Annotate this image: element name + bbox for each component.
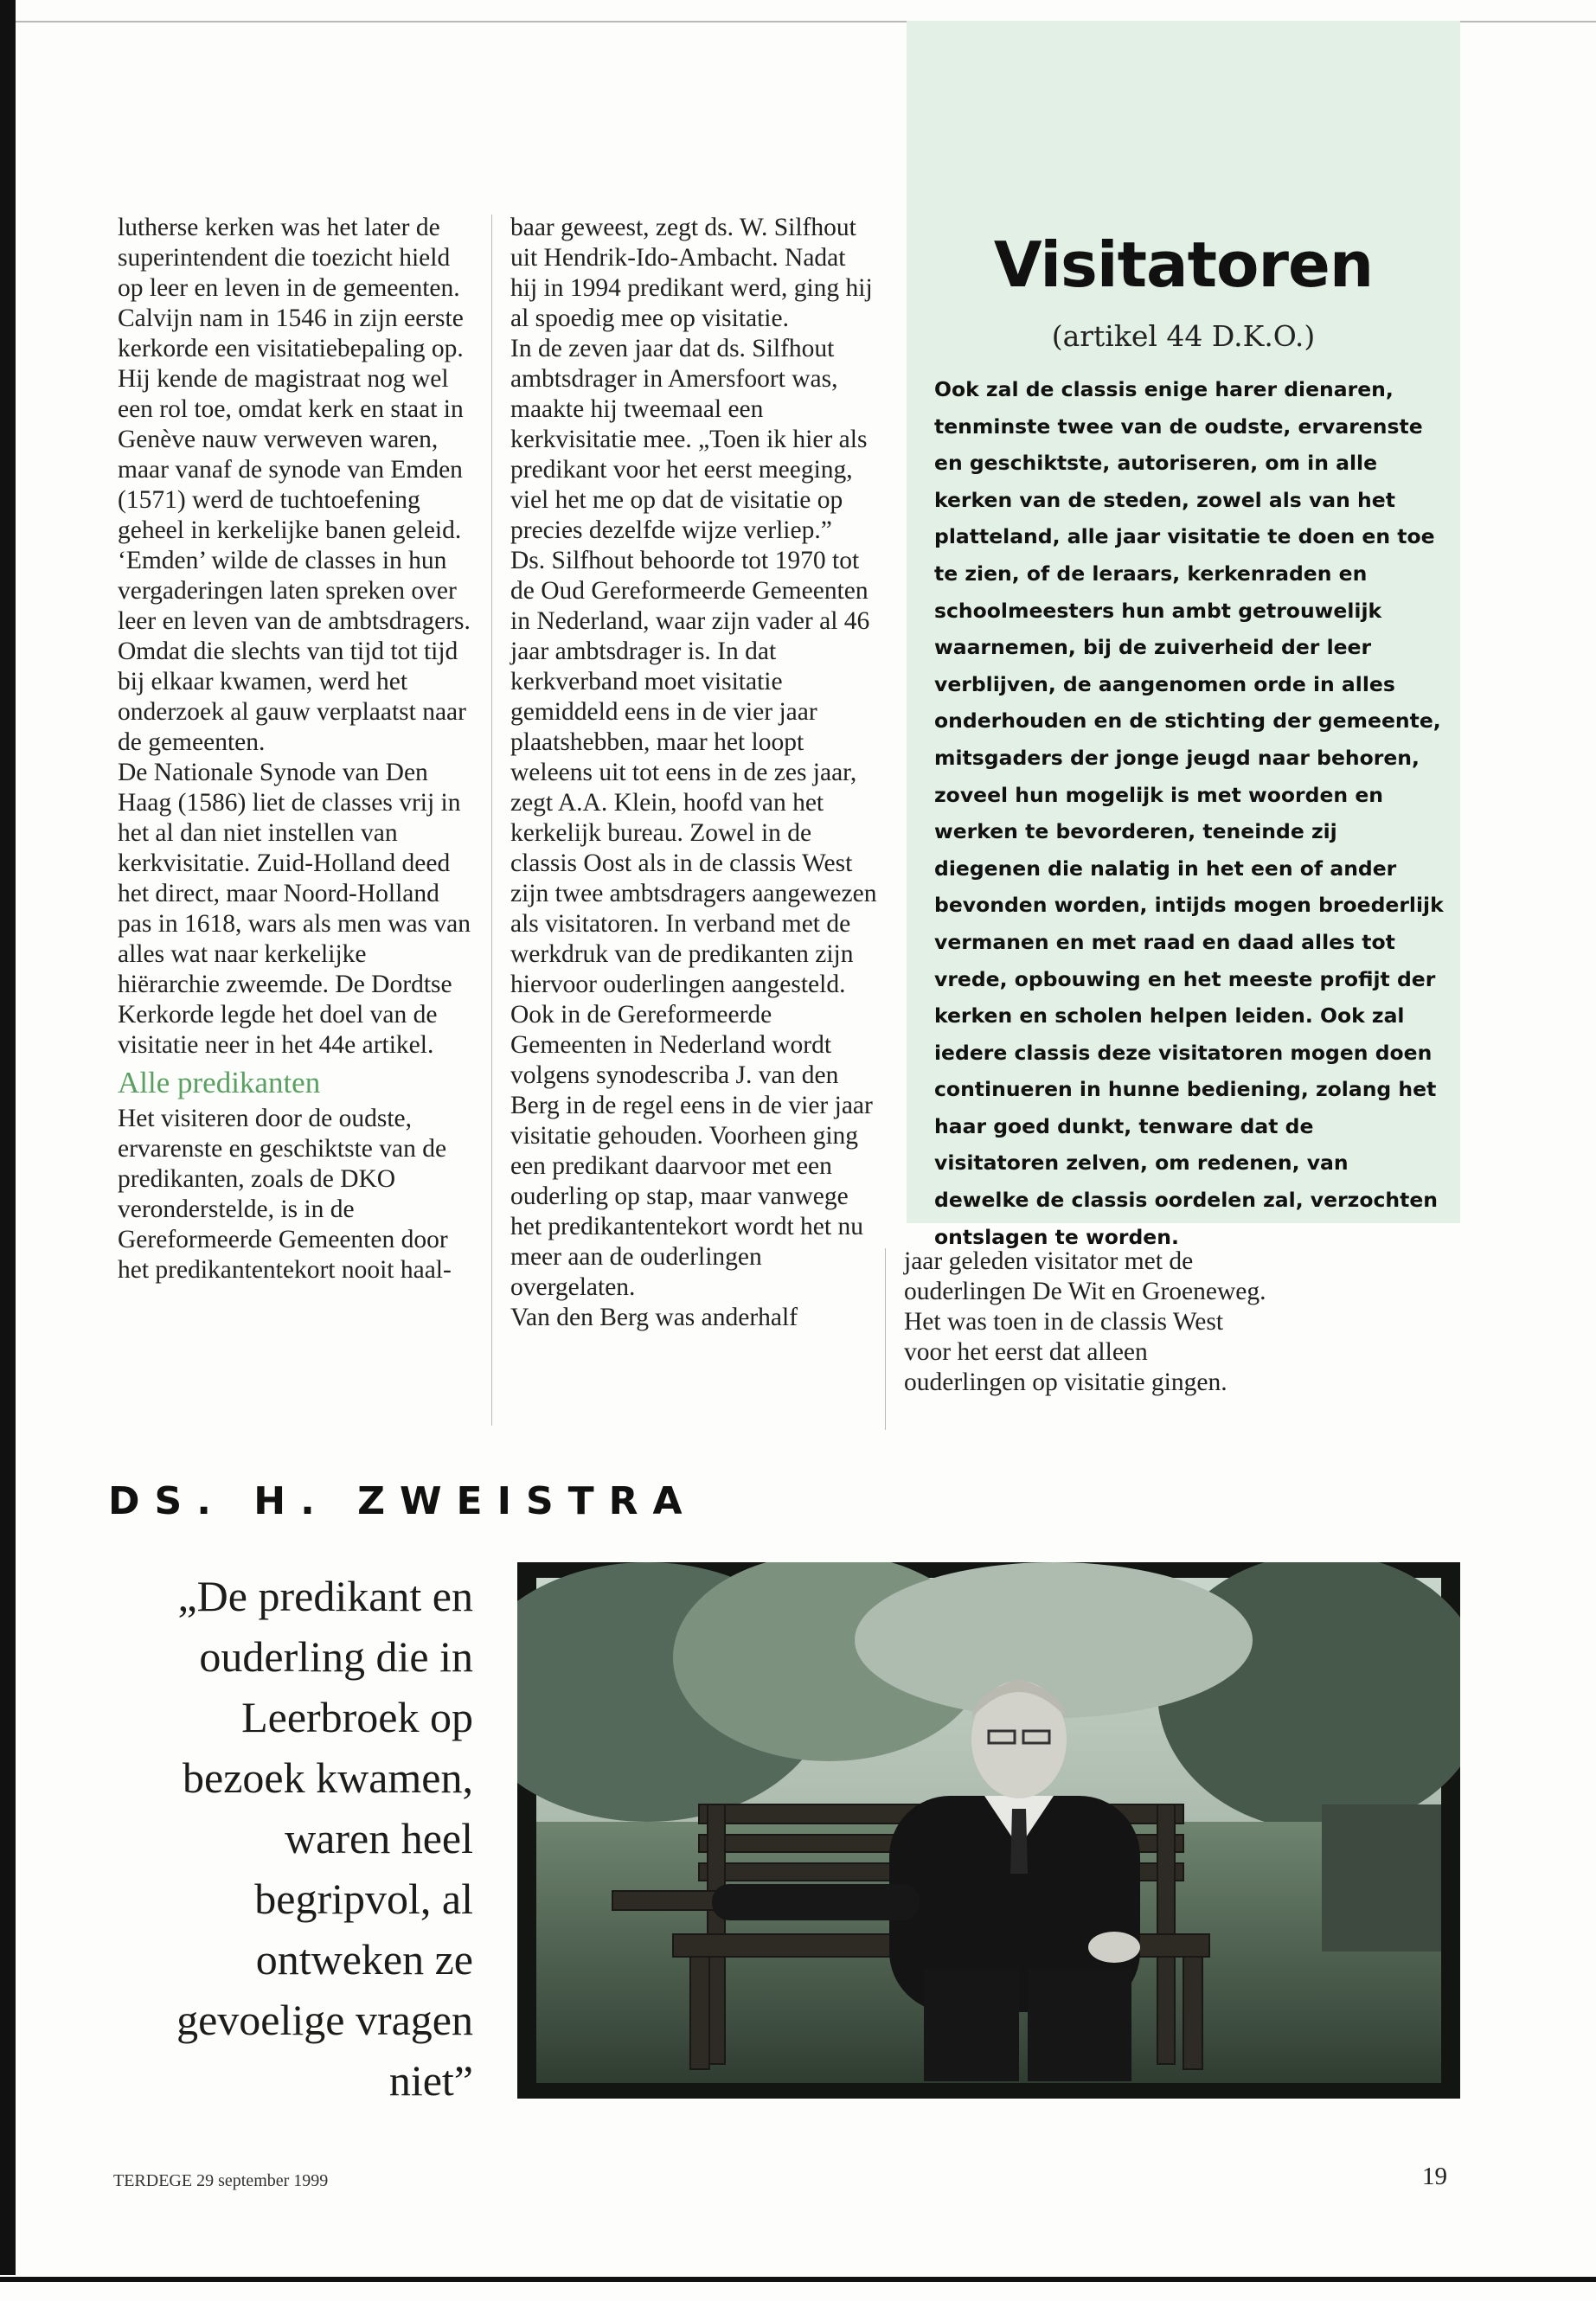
footer-publication: TERDEGE 29 september 1999 <box>113 2171 329 2190</box>
sidebar-visitatoren <box>907 21 1460 1249</box>
col2-paragraph-3: Ds. Silfhout behoorde tot 1970 tot de Oud Gereformeerde Gemeenten in Nederland, waar zijn vader al 46 jaar ambtsdrager is. In dat kerkverband moet visitatie gemiddeld eens in de vier jaar plaatshebben, maar het loopt weleens uit tot eens in de zes jaar, zegt A.A. Klein, hoofd van het kerkelijk bureau. Zowel in de classis Oost als in de classis West zijn twee ambtsdragers aangewezen als visitatoren. In verband met de werkdruk van de predikanten zijn hiervoor ouderlingen aangesteld. <box>510 547 877 998</box>
byline: DS. H. ZWEISTRA <box>108 1479 697 1523</box>
col2-paragraph-4: Ook in de Gereformeerde Gemeenten in Nederland wordt volgens synodescriba J. van den Berg in de regel eens in de vier jaar visitatie gehouden. Voorheen ging een predikant daarvoor met een ouderling op stap, maar vanwege het predikantentekort wordt het nu meer aan de ouderlingen overgelaten. <box>510 1001 873 1301</box>
article-column-1 <box>118 213 472 1285</box>
subhead-alle-predikanten: Alle predikanten <box>118 1066 321 1099</box>
col2-paragraph-1: baar geweest, zegt ds. W. Silfhout uit Hendrik-Ido-Ambacht. Nadat hij in 1994 predikant werd, ging hij al spoedig mee op visitatie. <box>510 214 873 332</box>
article-column-2 <box>510 213 878 1333</box>
col2-paragraph-2: In de zeven jaar dat ds. Silfhout ambtsdrager in Amersfoort was, maakte hij tweemaal een kerkvisitatie mee. „Toen ik hier als predikant voor het eerst meeging, viel het me op dat de visitatie op precies dezelfde wijze verliep.” <box>510 335 868 544</box>
sidebar-body: Ook zal de classis enige harer dienaren, tenminste twee van de oudste, ervarenste en geschiktste, autoriseren, om in alle kerken van de steden, zowel als van het platteland, alle jaar visitatie te doen en toe te zien, of de leraars, kerkenraden en schoolmeesters hun ambt getrouwelijk waarnemen, bij de zuiverheid der leer verblijven, de aangenomen orde in alles onderhouden en de stichting der gemeente, mitsgaders der jonge jeugd naar behoren, zoveel hun mogelijk is met woorden en werken te bevorderen, teneinde zij diegenen die nalatig in het een of ander bevonden worden, intijds mogen broederlijk vermanen en met raad en daad alles tot vrede, opbouwing en het meeste profijt der kerken en scholen helpen leiden. Ook zal iedere classis deze visitatoren mogen doen continueren in hunne bediening, zolang het haar goed dunkt, tenware dat de visitatoren zelven, om redenen, van dewelke de classis oordelen zal, verzochten ontslagen te worden. <box>934 377 1444 1249</box>
col1-paragraph-1: lutherse kerken was het later de superintendent die toezicht hield op leer en leven in de gemeenten. <box>118 214 460 302</box>
scan-edge-left <box>0 0 16 2301</box>
col1-paragraph-3: De Nationale Synode van Den Haag (1586) liet de classes vrij in het al dan niet instellen van kerkvisitatie. Zuid-Holland deed het direct, maar Noord-Holland pas in 1618, wars als men was van alles wat naar kerkelijke hiërarchie zweemde. De Dordtse Kerkorde legde het doel van de visitatie neer in het 44e artikel. <box>118 759 471 1059</box>
portrait-photo <box>517 1562 1460 2099</box>
portrait-photo-image <box>517 1562 1460 2099</box>
col2-paragraph-5: Van den Berg was anderhalf <box>510 1304 798 1331</box>
sidebar-title: Visitatoren <box>993 228 1374 301</box>
col1-paragraph-4: Het visiteren door de oudste, ervarenste en geschiktste van de predikanten, zoals de DKO veronderstelde, is in de Gereformeerde Gemeenten door het predikantentekort nooit haal- <box>118 1105 452 1284</box>
col3-paragraph-1: jaar geleden visitator met de ouderlingen De Wit en Groeneweg. Het was toen in de classis West voor het eerst dat alleen ouderlingen op visitatie gingen. <box>904 1247 1266 1396</box>
sidebar-subtitle: (artikel 44 D.K.O.) <box>1051 319 1316 353</box>
scan-edge-bottom <box>0 2275 1596 2301</box>
pull-quote: „De predikant en ouderling die in Leerbroek op bezoek kwamen, waren heel begripvol, al ontweken ze gevoelige vragen niet” <box>176 1572 473 2105</box>
page-number: 19 <box>1422 2163 1447 2190</box>
col1-paragraph-2: Calvijn nam in 1546 in zijn eerste kerkorde een visitatiebepaling op. Hij kende de magistraat nog wel een rol toe, omdat kerk en staat in Genève nauw verweven waren, maar vanaf de synode van Emden (1571) werd de tuchtoefening geheel in kerkelijke banen geleid. ‘Emden’ wilde de classes in hun vergaderingen laten spreken over leer en leven van de ambtsdragers. Omdat die slechts van tijd tot tijd bij elkaar kwamen, werd het onderzoek al gauw verplaatst naar de gemeenten. <box>118 304 471 756</box>
article-column-3 <box>904 1247 1267 1398</box>
